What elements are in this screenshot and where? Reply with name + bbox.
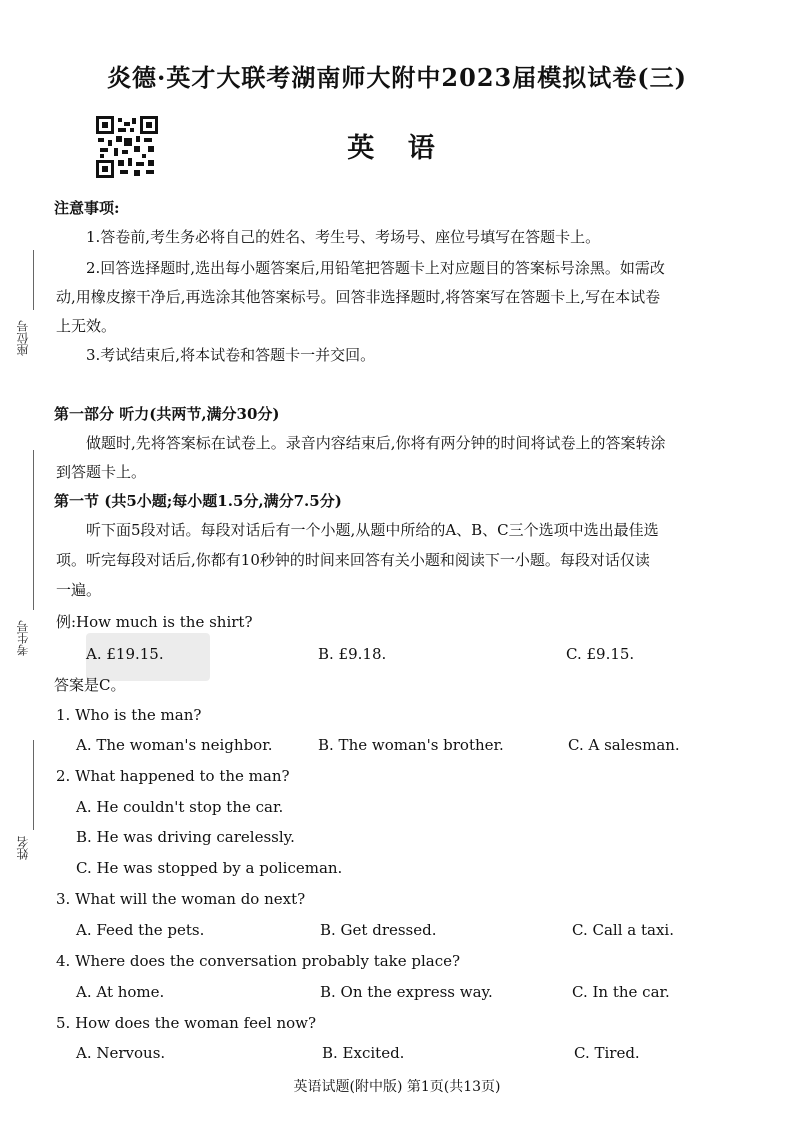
notice-line-2a: 2.回答选择题时,选出每小题答案后,用铅笔把答题卡上对应题目的答案标号涂黑。如需改 <box>86 259 665 277</box>
exam-no-rule <box>33 450 34 610</box>
notice-heading: 注意事项: <box>54 199 120 217</box>
part1-heading: 第一部分 听力(共两节,满分30分) <box>54 405 280 423</box>
example-option-b: B. £9.18. <box>318 645 387 663</box>
q4-option-c: C. In the car. <box>572 983 670 1001</box>
notice-line-1: 1.答卷前,考生务必将自己的姓名、考生号、考场号、座位号填写在答题卡上。 <box>86 228 601 246</box>
question-1: 1. Who is the man? <box>56 706 202 724</box>
name-rule <box>33 740 34 830</box>
q3-option-a: A. Feed the pets. <box>76 921 205 939</box>
q2-option-a: A. He couldn't stop the car. <box>76 798 284 816</box>
section1-intro-a: 听下面5段对话。每段对话后有一个小题,从题中所给的A、B、C三个选项中选出最佳选 <box>86 521 659 539</box>
part1-intro-a: 做题时,先将答案标在试卷上。录音内容结束后,你将有两分钟的时间将试卷上的答案转涂 <box>86 434 666 452</box>
q5-option-a: A. Nervous. <box>76 1044 166 1062</box>
question-2: 2. What happened to the man? <box>56 767 290 785</box>
q2-option-b: B. He was driving carelessly. <box>76 828 295 846</box>
q2-option-c: C. He was stopped by a policeman. <box>76 859 343 877</box>
side-label-seat: 座位号 <box>16 320 30 356</box>
example-question: 例:How much is the shirt? <box>56 613 253 631</box>
q3-option-b: B. Get dressed. <box>320 921 437 939</box>
section1-heading: 第一节 (共5小题;每小题1.5分,满分7.5分) <box>54 492 342 510</box>
example-answer: 答案是C。 <box>54 676 126 694</box>
q5-option-b: B. Excited. <box>322 1044 405 1062</box>
q3-option-c: C. Call a taxi. <box>572 921 674 939</box>
q5-option-c: C. Tired. <box>574 1044 640 1062</box>
notice-line-3: 3.考试结束后,将本试卷和答题卡一并交回。 <box>86 346 376 364</box>
side-label-exam-no: 考生号 <box>16 620 30 656</box>
section1-intro-b: 项。听完每段对话后,你都有10秒钟的时间来回答有关小题和阅读下一小题。每段对话仅读 <box>56 551 650 569</box>
subject-title: 英 语 <box>347 133 447 164</box>
question-4: 4. Where does the conversation probably take place? <box>56 952 461 970</box>
question-3: 3. What will the woman do next? <box>56 890 306 908</box>
q1-option-c: C. A salesman. <box>568 736 680 754</box>
page-footer: 英语试题(附中版) 第1页(共13页) <box>293 1079 501 1095</box>
part1-intro-b: 到答题卡上。 <box>56 463 147 481</box>
side-label-name: 姓名 <box>16 836 30 860</box>
example-option-c: C. £9.15. <box>566 645 635 663</box>
exam-title: 炎德·英才大联考湖南师大附中2023届模拟试卷(三) <box>107 63 687 92</box>
question-5: 5. How does the woman feel now? <box>56 1014 317 1032</box>
q1-option-a: A. The woman's neighbor. <box>76 736 273 754</box>
section1-intro-c: 一遍。 <box>56 581 102 599</box>
q4-option-b: B. On the express way. <box>320 983 493 1001</box>
example-option-a: A. £19.15. <box>86 645 164 663</box>
notice-line-2b: 动,用橡皮擦干净后,再选涂其他答案标号。回答非选择题时,将答案写在答题卡上,写在本试卷 <box>56 288 661 306</box>
q4-option-a: A. At home. <box>76 983 165 1001</box>
q1-option-b: B. The woman's brother. <box>318 736 504 754</box>
notice-line-2c: 上无效。 <box>56 317 117 335</box>
seat-rule <box>33 250 34 310</box>
